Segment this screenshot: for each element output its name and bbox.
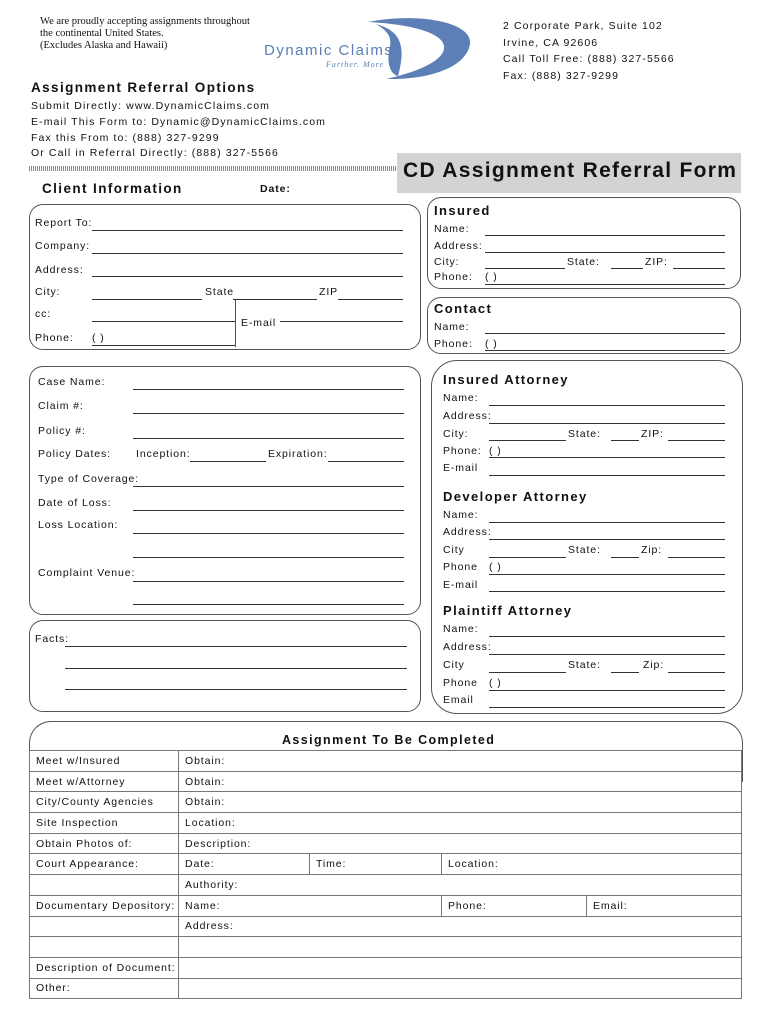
policy-number-label: Policy #: <box>38 425 86 437</box>
email-label: E-mail <box>241 317 277 329</box>
company-address <box>503 18 675 84</box>
case-name-field[interactable] <box>133 389 404 390</box>
contact-phone-field[interactable]: ( ) <box>485 338 498 350</box>
ia-phone-label: Phone: <box>443 445 482 457</box>
court-cell[interactable]: Court Appearance: <box>30 854 179 875</box>
insured-zip-field[interactable] <box>673 268 725 269</box>
ia-email-label: E-mail <box>443 462 479 474</box>
depository-name-cell[interactable]: Name: <box>179 895 442 916</box>
table-row <box>30 937 742 958</box>
ia-city-label: City: <box>443 428 469 440</box>
da-email-label: E-mail <box>443 579 479 591</box>
contact-phone-label: Phone: <box>434 338 473 350</box>
contact-name-field[interactable] <box>485 333 725 334</box>
court-date-cell[interactable]: Date: <box>179 854 310 875</box>
pa-name-label: Name: <box>443 623 479 635</box>
obtain-cell[interactable]: Obtain: <box>179 771 742 792</box>
ia-name-field[interactable] <box>489 405 725 406</box>
ia-zip-label: ZIP: <box>641 428 664 440</box>
photos-cell[interactable]: Obtain Photos of: <box>30 833 179 854</box>
facts-field-3[interactable] <box>65 689 407 690</box>
phone-field[interactable]: ( ) <box>92 332 105 344</box>
ia-email-field[interactable] <box>489 475 725 476</box>
court-time-cell[interactable]: Time: <box>310 854 442 875</box>
contact-name-label: Name: <box>434 321 470 333</box>
ia-address-label: Address: <box>443 410 492 422</box>
obtain-cell[interactable]: Obtain: <box>179 751 742 772</box>
meet-attorney-cell[interactable]: Meet w/Attorney <box>30 771 179 792</box>
blank-cell <box>30 875 179 896</box>
referral-option: E-mail This Form to: Dynamic@DynamicClaims.com <box>31 115 327 128</box>
company-field[interactable] <box>92 253 403 254</box>
insured-title: Insured <box>434 203 491 218</box>
ia-state-label: State: <box>568 428 601 440</box>
da-phone-field[interactable]: ( ) <box>489 561 502 573</box>
referral-options-list <box>31 99 326 162</box>
intro-line: We are proudly accepting assignments throughout <box>40 16 250 27</box>
complaint-venue-field-2[interactable] <box>133 604 404 605</box>
site-inspection-cell[interactable]: Site Inspection <box>30 813 179 834</box>
claim-number-label: Claim #: <box>38 400 84 412</box>
pa-phone-field[interactable]: ( ) <box>489 677 502 689</box>
email-field[interactable] <box>280 321 403 322</box>
da-city-field[interactable] <box>489 557 566 558</box>
da-state-label: State: <box>568 544 601 556</box>
pa-address-field[interactable] <box>489 654 725 655</box>
insured-address-field[interactable] <box>485 252 725 253</box>
insured-phone-field[interactable]: ( ) <box>485 271 498 283</box>
ia-city-field[interactable] <box>489 440 566 441</box>
da-phone-line <box>489 574 725 575</box>
developer-attorney-title: Developer Attorney <box>443 489 588 504</box>
table-row <box>30 751 742 772</box>
ia-address-field[interactable] <box>489 423 725 424</box>
company-label: Company: <box>35 240 91 252</box>
insured-name-field[interactable] <box>485 235 725 236</box>
facts-box <box>29 620 421 712</box>
logo-tagline: Further. More <box>326 60 385 69</box>
company-logo <box>258 16 488 82</box>
assignment-title: Assignment To Be Completed <box>282 733 496 747</box>
form-title: CD Assignment Referral Form <box>403 159 738 182</box>
authority-cell[interactable]: Authority: <box>179 875 742 896</box>
pa-name-field[interactable] <box>489 636 725 637</box>
pa-phone-label: Phone <box>443 677 478 689</box>
pa-state-label: State: <box>568 659 601 671</box>
pa-address-label: Address: <box>443 641 492 653</box>
city-label: City: <box>35 286 61 298</box>
cc-field[interactable] <box>92 321 235 322</box>
table-row <box>30 833 742 854</box>
insured-city-field[interactable] <box>485 268 565 269</box>
da-address-field[interactable] <box>489 539 725 540</box>
client-info-title: Client Information <box>42 181 183 196</box>
other-field[interactable] <box>179 978 742 999</box>
table-row <box>30 813 742 834</box>
agencies-cell[interactable]: City/County Agencies <box>30 792 179 813</box>
loss-location-field-2[interactable] <box>133 557 404 558</box>
case-name-label: Case Name: <box>38 376 106 388</box>
address-label: Address: <box>35 264 84 276</box>
intro-line: (Excludes Alaska and Hawaii) <box>40 40 168 51</box>
pa-email-label: Email <box>443 694 474 706</box>
insured-zip-label: ZIP: <box>645 256 668 268</box>
table-row <box>30 978 742 999</box>
da-zip-field[interactable] <box>668 557 725 558</box>
pa-state-field[interactable] <box>611 672 639 673</box>
insured-address-label: Address: <box>434 240 483 252</box>
blank-cell <box>30 937 179 958</box>
loss-location-field[interactable] <box>133 533 404 534</box>
pa-zip-label: Zip: <box>643 659 665 671</box>
table-row <box>30 895 742 916</box>
contact-phone-line <box>485 350 725 351</box>
cc-divider <box>235 300 236 347</box>
doc-description-field[interactable] <box>179 957 742 978</box>
report-to-field[interactable] <box>92 230 403 231</box>
da-name-field[interactable] <box>489 522 725 523</box>
meet-insured-cell[interactable]: Meet w/Insured <box>30 751 179 772</box>
insured-city-label: City: <box>434 256 460 268</box>
state-label: State <box>205 286 235 298</box>
address-line: Irvine, CA 92606 <box>503 36 599 49</box>
report-to-label: Report To: <box>35 217 93 229</box>
pa-phone-line <box>489 690 725 691</box>
referral-option: Fax this From to: (888) 327-9299 <box>31 131 220 144</box>
zip-label: ZIP <box>319 286 339 298</box>
city-field[interactable] <box>92 299 202 300</box>
da-name-label: Name: <box>443 509 479 521</box>
policy-number-field[interactable] <box>133 438 404 439</box>
facts-label: Facts: <box>35 633 69 645</box>
header-divider <box>29 166 399 171</box>
table-row <box>30 792 742 813</box>
da-zip-label: Zip: <box>641 544 663 556</box>
phone-line: Call Toll Free: (888) 327-5566 <box>503 53 675 65</box>
complaint-venue-label: Complaint Venue: <box>38 567 136 579</box>
claim-number-field[interactable] <box>133 413 404 414</box>
da-address-label: Address: <box>443 526 492 538</box>
doc-description-cell[interactable]: Description of Document: <box>30 957 179 978</box>
policy-dates-label: Policy Dates: <box>38 448 111 460</box>
insured-phone-line <box>485 284 725 285</box>
facts-field-2[interactable] <box>65 668 407 669</box>
ia-zip-field[interactable] <box>668 440 725 441</box>
blank-cell[interactable] <box>179 937 742 958</box>
assignment-table <box>29 750 742 999</box>
cc-label: cc: <box>35 308 52 320</box>
pa-city-label: City <box>443 659 465 671</box>
ia-phone-field[interactable]: ( ) <box>489 445 502 457</box>
phone-label: Phone: <box>35 332 74 344</box>
other-cell[interactable]: Other: <box>30 978 179 999</box>
depository-cell[interactable]: Documentary Depository: <box>30 895 179 916</box>
da-email-field[interactable] <box>489 591 725 592</box>
expiration-label: Expiration: <box>268 448 328 460</box>
facts-field[interactable] <box>65 646 407 647</box>
expiration-field[interactable] <box>328 461 404 462</box>
phone-line <box>92 345 235 346</box>
referral-option: Submit Directly: www.DynamicClaims.com <box>31 100 270 112</box>
blank-cell <box>30 916 179 937</box>
table-row <box>30 875 742 896</box>
da-phone-label: Phone <box>443 561 478 573</box>
zip-field[interactable] <box>338 299 403 300</box>
depository-email-cell[interactable]: Email: <box>587 895 742 916</box>
insured-state-field[interactable] <box>611 268 643 269</box>
table-row <box>30 854 742 875</box>
insured-name-label: Name: <box>434 223 470 235</box>
referral-option: Or Call in Referral Directly: (888) 327-5566 <box>31 147 279 160</box>
address-field[interactable] <box>92 276 403 277</box>
date-of-loss-label: Date of Loss: <box>38 497 112 509</box>
table-row <box>30 916 742 937</box>
logo-name: Dynamic Claims <box>264 42 394 59</box>
description-cell[interactable]: Description: <box>179 833 742 854</box>
da-city-label: City <box>443 544 465 556</box>
insured-state-label: State: <box>567 256 600 268</box>
contact-title: Contact <box>434 301 493 316</box>
pa-zip-field[interactable] <box>668 672 725 673</box>
ia-state-field[interactable] <box>611 440 639 441</box>
coverage-field[interactable] <box>133 486 404 487</box>
ia-name-label: Name: <box>443 392 479 404</box>
loss-location-label: Loss Location: <box>38 519 119 531</box>
pa-city-field[interactable] <box>489 672 566 673</box>
date-label: Date: <box>260 183 291 195</box>
form-title-bar <box>397 153 741 193</box>
plaintiff-attorney-title: Plaintiff Attorney <box>443 603 573 618</box>
da-state-field[interactable] <box>611 557 639 558</box>
court-location-cell[interactable]: Location: <box>442 854 742 875</box>
address-line: 2 Corporate Park, Suite 102 <box>503 20 663 32</box>
location-cell[interactable]: Location: <box>179 813 742 834</box>
pa-email-field[interactable] <box>489 707 725 708</box>
date-of-loss-field[interactable] <box>133 510 404 511</box>
obtain-cell[interactable]: Obtain: <box>179 792 742 813</box>
depository-phone-cell[interactable]: Phone: <box>442 895 587 916</box>
state-field[interactable] <box>233 299 317 300</box>
fax-line: Fax: (888) 327-9299 <box>503 69 620 82</box>
ia-phone-line <box>489 457 725 458</box>
intro-text <box>40 16 250 52</box>
referral-options-title: Assignment Referral Options <box>31 80 256 95</box>
coverage-label: Type of Coverage: <box>38 473 140 485</box>
inception-field[interactable] <box>190 461 266 462</box>
insured-phone-label: Phone: <box>434 271 473 283</box>
table-row <box>30 771 742 792</box>
complaint-venue-field[interactable] <box>133 581 404 582</box>
insured-attorney-title: Insured Attorney <box>443 372 569 387</box>
table-row <box>30 957 742 978</box>
depository-address-cell[interactable]: Address: <box>179 916 742 937</box>
inception-label: Inception: <box>136 448 191 460</box>
intro-line: the continental United States. <box>40 28 164 39</box>
